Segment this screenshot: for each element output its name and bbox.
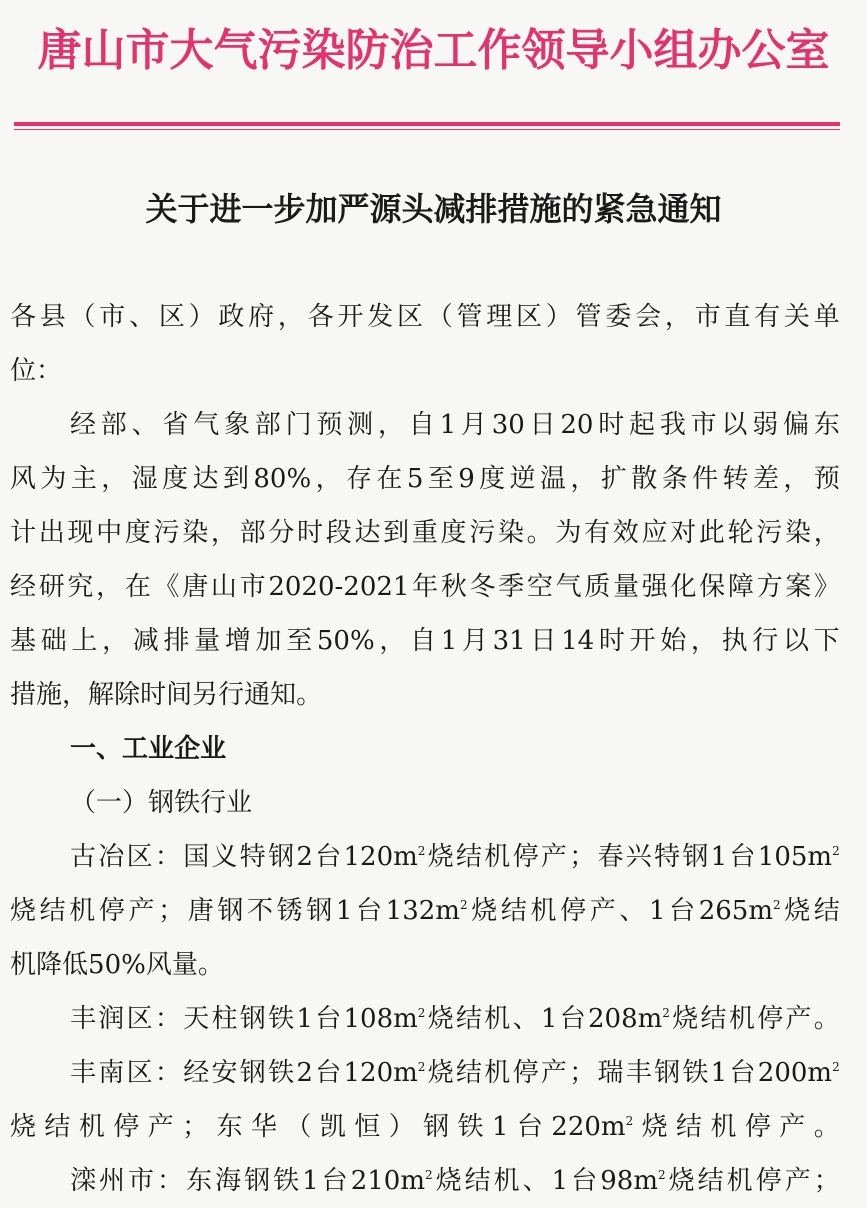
body-line: 机 降 低 50% 风 量 。 [10,950,224,980]
body-line: 经 部 、 省 气 象 部 门 预 测 ， 自 1 月 30 日 20 时 起 我 市 以 弱 偏 东 [70,410,840,440]
body-line: 位 ： [10,356,63,386]
section-heading: 一 、 工 业 企 业 [70,734,227,764]
body-line: 风 为 主 ， 湿 度 达 到 80% ， 存 在 5 至 9 度 逆 温 ， 扩 散 条 件 转 差 ， 预 [10,464,840,494]
body-line: 古 冶 区 ： 国 义 特 钢 2 台 $120m^2$ 烧 结 机 停 产 ； 春 兴 特 钢 1 台 $105m^2$ [70,842,840,872]
body-line: 计 出 现 中 度 污 染 ， 部 分 时 段 达 到 重 度 污 染 。 为 有 效 应 对 此 轮 污 染 ， [10,518,840,548]
subsection-heading: （ 一 ） 钢 铁 行 业 [70,788,253,818]
document-body [10,290,840,1208]
body-line: 滦 州 市 ： 东 海 钢 铁 1 台 $210m^2$ 烧 结 机 、 1 台 $98m^2$ 烧 结 机 停 产 ； [70,1166,840,1196]
letterhead-organization: 唐山市大气污染防治工作领导小组办公室 [37,25,830,76]
document-title: 关于进一步加严源头减排措施的紧急通知 [145,190,722,228]
body-line: 烧 结 机 停 产 ； 东 华 （ 凯 恒 ） 钢 铁 1 台 $220m^2$ 烧 结 机 停 产 。 [10,1112,840,1142]
body-line: 措 施 ， 解 除 时 间 另 行 通 知 。 [10,680,323,710]
body-line: 经 研 究 ， 在 《 唐 山 市 2020-2021 年 秋 冬 季 空 气 质 量 强 化 保 障 方 案 》 [10,572,840,602]
body-line: 各 县 （ 市 、 区 ） 政 府 ， 各 开 发 区 （ 管 理 区 ） 管 委 会 ， 市 直 有 关 单 [10,302,840,332]
body-line: 基 础 上 ， 减 排 量 增 加 至 50% ， 自 1 月 31 日 14 时 开 始 ， 执 行 以 下 [10,626,840,656]
body-line: 烧 结 机 停 产 ； 唐 钢 不 锈 钢 1 台 $132m^2$ 烧 结 机 停 产 、 1 台 $265m^2$ 烧 结 [10,896,840,926]
body-line: 丰 润 区 ： 天 柱 钢 铁 1 台 $108m^2$ 烧 结 机 、 1 台 $208m^2$ 烧 结 机 停 产 。 [70,1004,840,1034]
letterhead-rule-thin [14,129,840,130]
body-line: 丰 南 区 ： 经 安 钢 铁 2 台 $120m^2$ 烧 结 机 停 产 ； 瑞 丰 钢 铁 1 台 $200m^2$ [70,1058,840,1088]
letterhead-rule-thick [14,122,840,126]
